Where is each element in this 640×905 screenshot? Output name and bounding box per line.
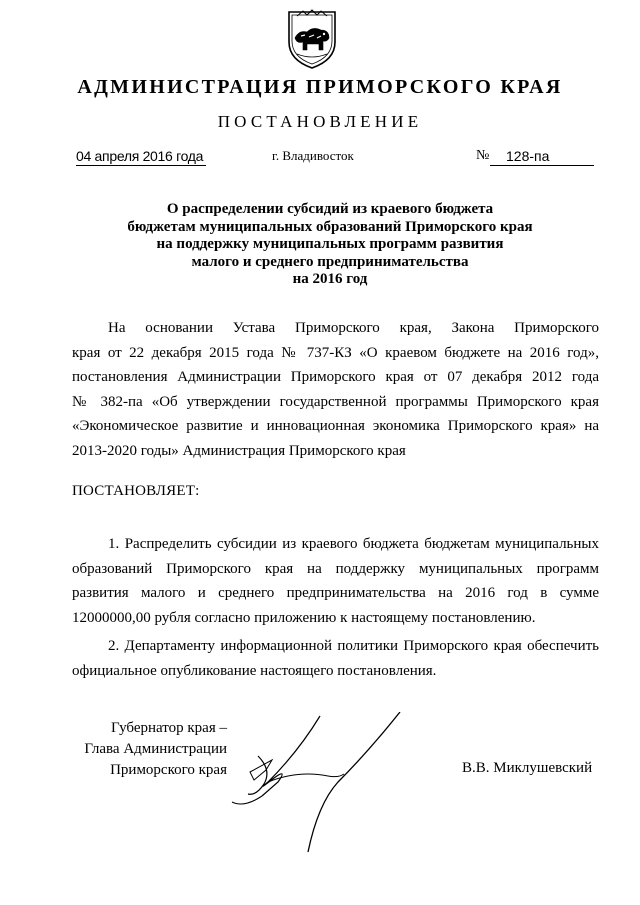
- resolves-heading: ПОСТАНОВЛЯЕТ:: [72, 483, 200, 499]
- organization-title: АДМИНИСТРАЦИЯ ПРИМОРСКОГО КРАЯ: [77, 76, 563, 98]
- signatory-name: В.В. Миклушевский: [462, 760, 593, 776]
- subject-line: О распределении субсидий из краевого бюджета: [166, 201, 494, 217]
- preamble-line: На основании Устава Приморского края, Закона Приморского: [108, 320, 599, 336]
- signatory-title-line: Губернатор края –: [111, 720, 227, 736]
- preamble-line: «Экономическое развитие и инновационная экономика Приморского края» на: [72, 418, 599, 434]
- item-paragraph-1: [72, 532, 599, 630]
- signatory-title-line: Глава Администрации: [84, 741, 227, 757]
- preamble-paragraph: [72, 316, 599, 463]
- coat-of-arms-icon: [283, 8, 341, 70]
- document-city: г. Владивосток: [272, 148, 354, 163]
- number-label: №: [476, 148, 490, 163]
- preamble-line: постановления Администрации Приморского края от 07 декабря 2012 года: [72, 369, 599, 385]
- preamble-line: 2013-2020 годы» Администрация Приморского края: [72, 442, 406, 459]
- handwritten-signature-icon: [228, 712, 428, 862]
- subject-line: на 2016 год: [292, 271, 368, 287]
- date-underline: [76, 165, 206, 166]
- item-line: образований Приморского края на поддержку муниципальных программ: [72, 560, 599, 577]
- subject-line: малого и среднего предпринимательства: [191, 253, 469, 270]
- subject-line: на поддержку муниципальных программ развития: [156, 236, 504, 252]
- signatory-title: [67, 718, 227, 781]
- item-line: 12000000,00 рубля согласно приложению к настоящему постановлению.: [72, 609, 536, 626]
- document-number: 128-па: [506, 148, 550, 164]
- item-line: официальное опубликование настоящего постановления.: [72, 662, 437, 679]
- item-line: 2. Департаменту информационной политики Приморского края обеспечить: [108, 638, 599, 654]
- item-line: 1. Распределить субсидии из краевого бюджета бюджетам муниципальных: [108, 536, 599, 552]
- number-underline: [490, 165, 594, 166]
- subject-line: бюджетам муниципальных образований Приморского края: [127, 218, 533, 235]
- item-paragraph-2: [72, 634, 599, 683]
- preamble-line: края от 22 декабря 2015 года № 737-КЗ «О краевом бюджете на 2016 год»,: [72, 344, 599, 361]
- document-date: 04 апреля 2016 года: [76, 148, 204, 164]
- item-line: развития малого и среднего предпринимательства на 2016 год в сумме: [72, 585, 599, 601]
- document-type: ПОСТАНОВЛЕНИЕ: [217, 112, 423, 131]
- signatory-title-line: Приморского края: [110, 762, 227, 778]
- preamble-line: № 382-па «Об утверждении государственной программы Приморского края: [72, 393, 599, 410]
- document-subject: [60, 201, 600, 289]
